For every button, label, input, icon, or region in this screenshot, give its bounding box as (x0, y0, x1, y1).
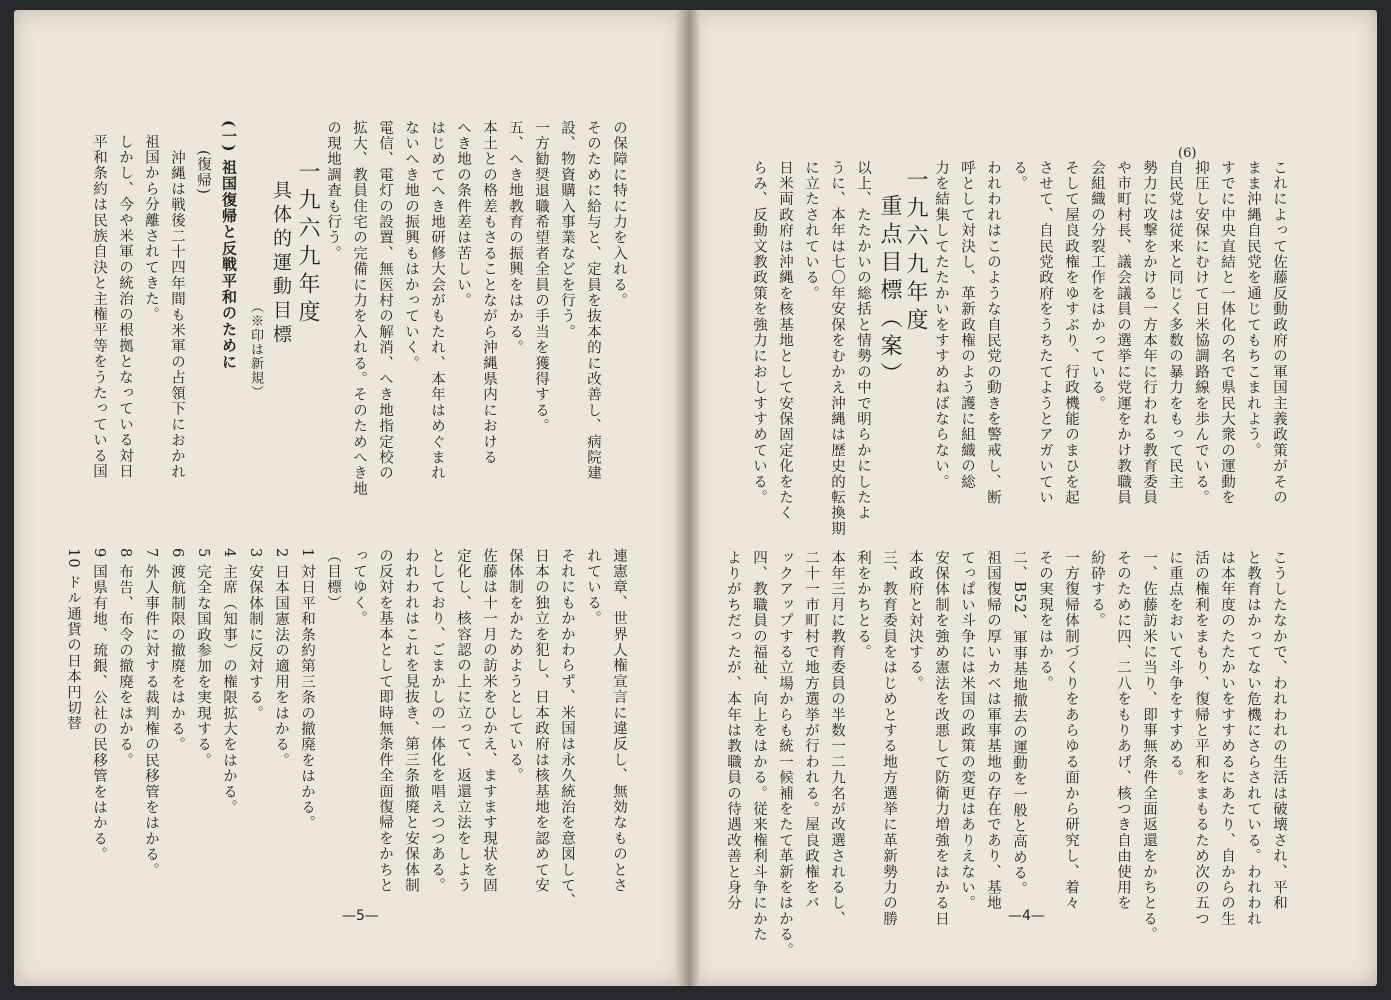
section-title: 一九六九年度 (295, 160, 320, 328)
text-line: 沖縄は戦後二十四年間も米軍の占領下におかれ (169, 150, 185, 480)
text-line: 佐藤は十一月の訪米をひかえ、ますます現状を固 (481, 548, 497, 894)
text-line: 二十一市町村で地方選挙が行われる。屋良政権をバ (803, 550, 819, 912)
text-line: われわれはこれを見抜き、第三条撤廃と安保体制 (403, 548, 419, 894)
text-line: 以上、たたかいの総括と情勢の中で明らかにしたよ (855, 160, 871, 522)
text-line: 拡大、教員住宅の完備に力を入れる。そのためへき地 (351, 120, 367, 497)
goal-item: 6 渡航制限の撤廃をはかる。 (169, 548, 185, 753)
text-line: よりがちだったが、本年は教職員の待遇改善と身分 (725, 550, 741, 912)
text-line: や市町村長、議会議員の選挙に党運をかけ教職員 (1115, 160, 1131, 506)
text-line: 三、教育委員をはじめとする地方選挙に革新勢力の勝 (881, 550, 897, 927)
goal-item: 5 完全な国政参加を実現する。 (195, 548, 211, 769)
goal-item: 9 国県有地、琉銀、公社の民移管をはかる。 (91, 548, 107, 863)
section-title: 具体的運動目標 (270, 180, 292, 348)
text-line: その実現をはかる。 (1037, 550, 1053, 692)
text-line: に重点をおいて斗争をすすめる。 (1167, 550, 1183, 786)
text-line: 紛砕する。 (1089, 550, 1105, 629)
text-line: 自民党は従来と同じく多数の暴力をもって民主 (1167, 160, 1183, 490)
text-line: (復帰) (195, 150, 211, 196)
text-line: 四、教職員の福祉、向上をはかる。従来権利斗争にかた (751, 550, 767, 943)
text-line: そして屋良政権をゆすぶり、行政機能のまひを起 (1063, 160, 1079, 506)
text-line: 日米両政府は沖縄を核基地として安保固定化をたく (777, 160, 793, 522)
goals-label: （目標） (325, 548, 341, 611)
text-line: そのために四、二八をもりあげ、核つき自由使用を (1115, 550, 1131, 912)
text-line: しかし、今や米軍の統治の根拠となっている対日 (117, 134, 133, 480)
text-line: 祖国から分離されてきた。 (143, 134, 159, 323)
page-number: —4— (1008, 908, 1045, 924)
text-line: はじめてへき地研修大会がもたれ、本年はめぐまれ (429, 120, 445, 482)
text-line: へき地の条件差は苦しい。 (455, 120, 471, 309)
goal-item: 7 外人事件に対する裁判権の民移管をはかる。 (143, 548, 159, 879)
text-line: 本年三月に教育委員の半数一二九名が改選されるし、 (829, 550, 845, 927)
text-line: 電信、電灯の設置、無医村の解消、へき地指定校の (377, 120, 393, 482)
text-line: る。 (1011, 160, 1027, 192)
text-line: らみ、反動文教政策を強力におしすすめている。 (751, 160, 767, 506)
book-gutter (676, 10, 700, 986)
text-line: 二、B52、軍事基地撤去の運動を一般と高める。 (1011, 550, 1027, 897)
text-line: 呼として対決し、革新政権のよう護に組織の総 (959, 160, 975, 490)
note-new-items: （※印は新規） (248, 300, 263, 400)
right-page-top-text (751, 160, 1292, 600)
text-line: こうしたなかで、われわれの生活は破壊され、平和 (1271, 550, 1287, 912)
text-line: 本土との格差もさることながら沖縄県内における (481, 120, 497, 466)
text-line: うに、本年は七〇年安保をむかえ沖縄は歴史的転換期 (829, 160, 845, 537)
text-line: 本政府と対決する。 (907, 550, 923, 692)
section-title: 一九六九年度 (903, 168, 928, 336)
goal-item: 4 主席（知事）の権限拡大をはかる。 (221, 548, 237, 816)
right-page-bottom-text (725, 550, 1292, 959)
goal-item: 3 安保体制に反対する。 (247, 548, 263, 722)
text-line: 一方復帰体制づくりをあらゆる面から研究し、着々 (1063, 550, 1079, 912)
text-line: 連憲章、世界人権宣言に違反し、無効なものとさ (611, 548, 627, 894)
text-line: それにもかかわらず、米国は永久統治を意図して、 (559, 548, 575, 910)
text-line: 勢力に攻撃をかける一方本年に行われる教育委員 (1141, 160, 1157, 506)
text-line: は本年度のたたかいをすすめるにあたり、自からの生 (1219, 550, 1235, 927)
text-line: 定化し、核容認の上に立って、返還立法をしよう (455, 548, 471, 894)
text-line: の現地調査も行う。 (325, 120, 341, 262)
text-line: ってゆく。 (351, 548, 367, 627)
text-line: 抑圧し安保にむけて日米協調路線を歩んでいる。 (1193, 160, 1209, 506)
subsection-heading: (一) 祖国復帰と反戦平和のために (220, 120, 238, 370)
text-line: と教育はかってない危機にさらされている。われわれ (1245, 550, 1261, 927)
text-line: 平和条約は民族自決と主権平等をうたっている国 (91, 134, 107, 480)
text-line: れている。 (585, 548, 601, 627)
goal-item: 1 対日平和条約第三条の撤廃をはかる。 (299, 548, 315, 832)
text-line: させて、自民党政府をうちたてようとアガいてい (1037, 160, 1053, 506)
text-line: 保体制をかためようとしている。 (507, 548, 523, 784)
text-line: 力を結集してたたかいをすすめねばならない。 (933, 160, 949, 490)
section-marker: (6) (1178, 146, 1197, 161)
text-line: 活の権利をまもり、復帰と平和をまもるため次の五つ (1193, 550, 1209, 927)
goal-item: 10 ドル通貨の日本円切替 (65, 548, 81, 732)
text-line: ないへき地の振興もはかっていく。 (403, 120, 419, 372)
text-line: 会組織の分裂工作をはかっている。 (1089, 160, 1105, 412)
text-line: 利をかちとる。 (855, 550, 871, 660)
text-line: に立たされている。 (803, 160, 819, 302)
text-line: 設、物資購入事業などを行う。 (559, 120, 575, 340)
text-line: 日本の独立を犯し、日本政府は核基地を認めて安 (533, 548, 549, 894)
text-line: の保障に特に力を入れる。 (611, 120, 627, 309)
goal-item: 2 日本国憲法の適用をはかる。 (273, 548, 289, 769)
text-line: われわれはこのような自民党の動きを警戒し、断 (985, 160, 1001, 506)
goal-item: 8 布告、布令の撤廃をはかる。 (117, 548, 133, 769)
left-page-top-text (92, 120, 632, 540)
text-line: これによって佐藤反動政府の軍国主義政策がその (1271, 160, 1287, 506)
text-line: ックアップする立場からも統一候補をたて革新をはかる。 (777, 550, 793, 959)
text-line: まま沖縄自民党を通じてもちこまれよう。 (1245, 160, 1261, 459)
text-line: の反対を基本として即時無条件全面復帰をかちと (377, 548, 393, 894)
text-line: 安保体制を強め憲法を改悪して防衛力増強をはかる日 (933, 550, 949, 927)
text-line: すでに中央直結と一体化の名で県民大衆の運動を (1219, 160, 1235, 506)
section-title: 重点目標（案） (877, 194, 902, 390)
text-line: としており、ごまかしの一体化を唱えつつある。 (429, 548, 445, 894)
text-line: 一方勧奨退職希望者全員の手当を獲得する。 (533, 120, 549, 434)
text-line: てっぱい斗争には米国の政策の変更はありえない。 (959, 550, 975, 912)
text-line: 五、へき地教育の振興をはかる。 (507, 120, 523, 356)
page-number: —5— (342, 908, 379, 924)
text-line: 祖国復帰の厚いカベは軍事基地の存在であり、基地 (985, 550, 1001, 912)
left-page-bottom-text (65, 548, 632, 910)
text-line: そのために給与と、定員を抜本的に改善し、病院建 (585, 120, 601, 482)
text-line: 一、佐藤訪米に当り、即事無条件全面返還をかちとる。 (1141, 550, 1157, 943)
